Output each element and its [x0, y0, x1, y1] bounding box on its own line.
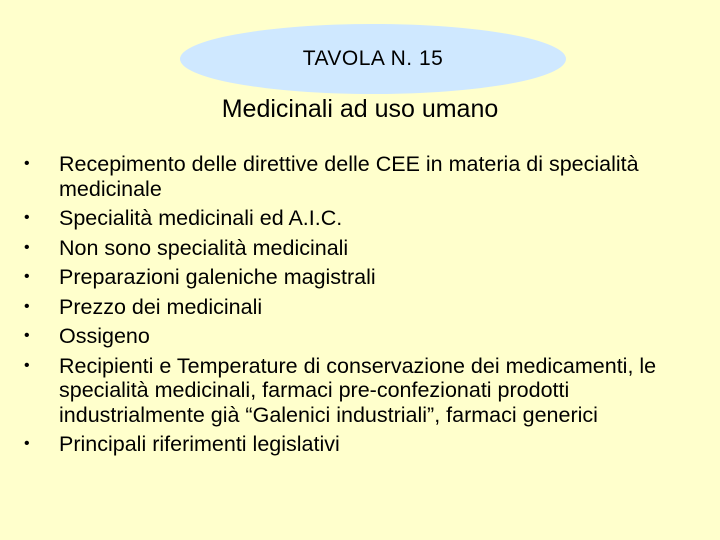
bullet-text: Prezzo dei medicinali — [59, 294, 263, 319]
bullet-item — [22, 206, 702, 231]
bullet-dot-icon: • — [24, 356, 30, 374]
bullet-text: Recepimento delle direttive delle CEE in materia di specialità medicinale — [59, 152, 639, 201]
bullet-item — [22, 432, 702, 457]
bullet-text: Recipienti e Temperature di conservazione dei medicamenti, le specialità medicinali, farmaci pre-confezionati prodotti industrialmente già “Galenici industriali”, farmaci generici — [59, 353, 657, 427]
bullet-list — [22, 152, 702, 462]
bullet-text: Ossigeno — [59, 324, 150, 348]
bullet-text: Specialità medicinali ed A.I.C. — [59, 206, 343, 230]
bullet-item — [22, 354, 702, 428]
bullet-text: Principali riferimenti legislativi — [59, 432, 340, 456]
bullet-item — [22, 265, 702, 290]
title-oval — [180, 24, 566, 94]
bullet-dot-icon: • — [24, 435, 30, 452]
bullet-text: Non sono specialità medicinali — [59, 235, 349, 260]
bullet-text: Preparazioni galeniche magistrali — [59, 265, 376, 289]
bullet-item — [22, 236, 702, 261]
page-subtitle: Medicinali ad uso umano — [221, 95, 499, 123]
bullet-dot-icon: • — [24, 155, 30, 172]
bullet-item — [22, 152, 702, 201]
table-number-label: TAVOLA N. 15 — [302, 47, 444, 70]
bullet-item — [22, 295, 702, 320]
bullet-dot-icon: • — [24, 268, 30, 285]
bullet-dot-icon: • — [24, 209, 30, 226]
bullet-dot-icon: • — [24, 238, 30, 256]
bullet-item — [22, 324, 702, 349]
bullet-dot-icon: • — [24, 297, 30, 315]
bullet-dot-icon: • — [24, 327, 30, 344]
